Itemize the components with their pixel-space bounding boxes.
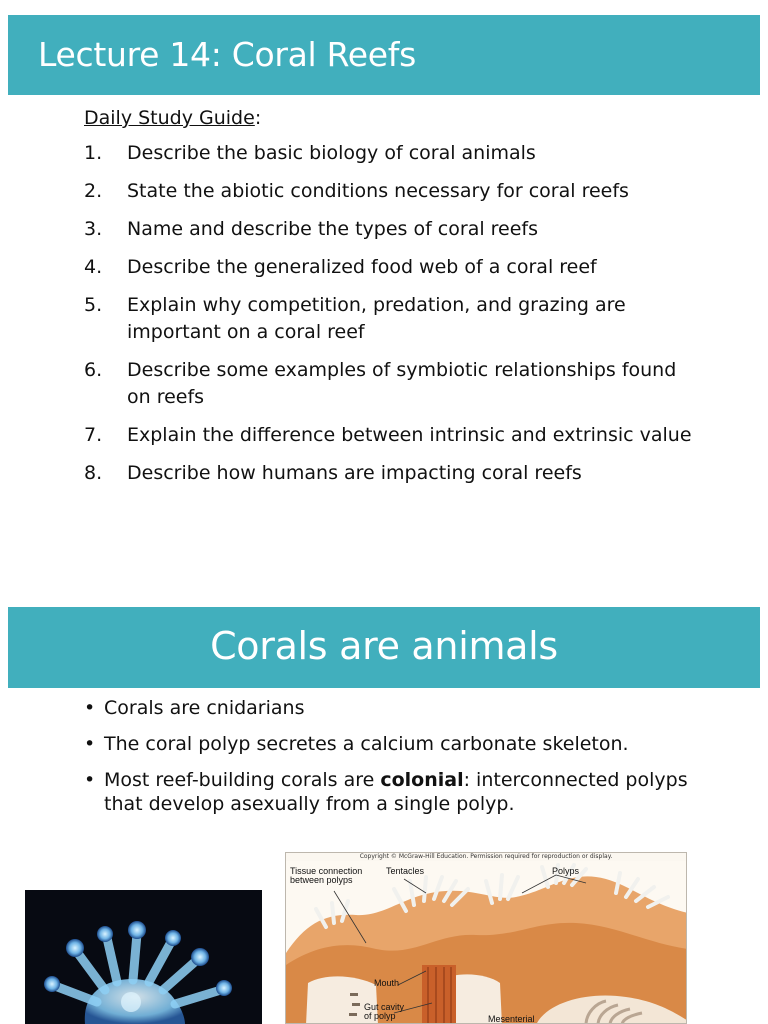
item-text: Explain the difference between intrinsic and extrinsic value <box>127 424 692 446</box>
item-text: Describe the generalized food web of a coral reef <box>127 256 597 278</box>
bullet-text-pre: Most reef-building corals are <box>104 769 381 791</box>
study-guide-item <box>84 357 704 411</box>
coral-polyp-photo <box>25 890 262 1024</box>
study-guide-item <box>84 292 704 346</box>
study-guide-item <box>84 140 704 167</box>
item-number: 3. <box>84 218 103 240</box>
coral-polyp-illustration <box>25 890 262 1024</box>
item-text: Name and describe the types of coral reefs <box>127 218 539 240</box>
bullet-item <box>84 732 724 756</box>
study-guide-item <box>84 422 704 449</box>
bullet-item <box>84 696 724 720</box>
item-number: 8. <box>84 462 103 484</box>
item-number: 2. <box>84 180 103 202</box>
lecture-title-banner <box>8 15 760 95</box>
label-tissue-connection: Tissue connection between polyps <box>290 866 363 885</box>
bullet-text: The coral polyp secretes a calcium carbonate skeleton. <box>104 733 629 755</box>
item-text: Describe the basic biology of coral animals <box>127 142 536 164</box>
bullet-symbol: • <box>84 697 96 719</box>
study-guide-item <box>84 216 704 243</box>
bullet-list <box>84 696 724 828</box>
study-guide-item <box>84 178 704 205</box>
bullet-symbol: • <box>84 769 96 791</box>
label-mesenterial: Mesenterial <box>488 1014 535 1024</box>
item-text: Describe how humans are impacting coral reefs <box>127 462 582 484</box>
item-text: State the abiotic conditions necessary for coral reefs <box>127 180 629 202</box>
label-tentacles: Tentacles <box>386 866 425 876</box>
bullet-text-bold: colonial <box>380 769 464 791</box>
label-gut-cavity: Gut cavity of polyp <box>364 1002 405 1021</box>
copyright-notice: Copyright © McGraw-Hill Education. Permission required for reproduction or display. <box>359 853 613 860</box>
bullet-symbol: • <box>84 733 96 755</box>
study-guide-heading <box>84 104 261 132</box>
item-number: 5. <box>84 294 103 316</box>
study-guide-heading-label: Daily Study Guide <box>84 107 255 129</box>
item-text: Explain why competition, predation, and grazing are important on a coral reef <box>127 294 626 343</box>
label-mouth: Mouth <box>374 978 400 988</box>
label-polyps: Polyps <box>552 866 580 876</box>
item-number: 1. <box>84 142 103 164</box>
item-number: 6. <box>84 359 103 381</box>
bullet-text: Corals are cnidarians <box>104 697 305 719</box>
coral-colony-diagram <box>285 852 687 1024</box>
bullet-text <box>104 768 724 816</box>
study-guide-heading-colon: : <box>254 107 262 129</box>
study-guide-list <box>84 140 704 498</box>
lecture-title: Lecture 14: Coral Reefs <box>38 35 416 74</box>
bullet-item <box>84 768 724 816</box>
study-guide-item <box>84 254 704 281</box>
item-text: Describe some examples of symbiotic relationships found on reefs <box>127 359 677 408</box>
slide-title-banner <box>8 607 760 688</box>
slide-title: Corals are animals <box>210 624 558 668</box>
item-number: 7. <box>84 424 103 446</box>
item-number: 4. <box>84 256 103 278</box>
bullet-text-post: : interconnected polyps that develop asexually from a single polyp. <box>104 769 688 815</box>
study-guide-item <box>84 460 704 487</box>
